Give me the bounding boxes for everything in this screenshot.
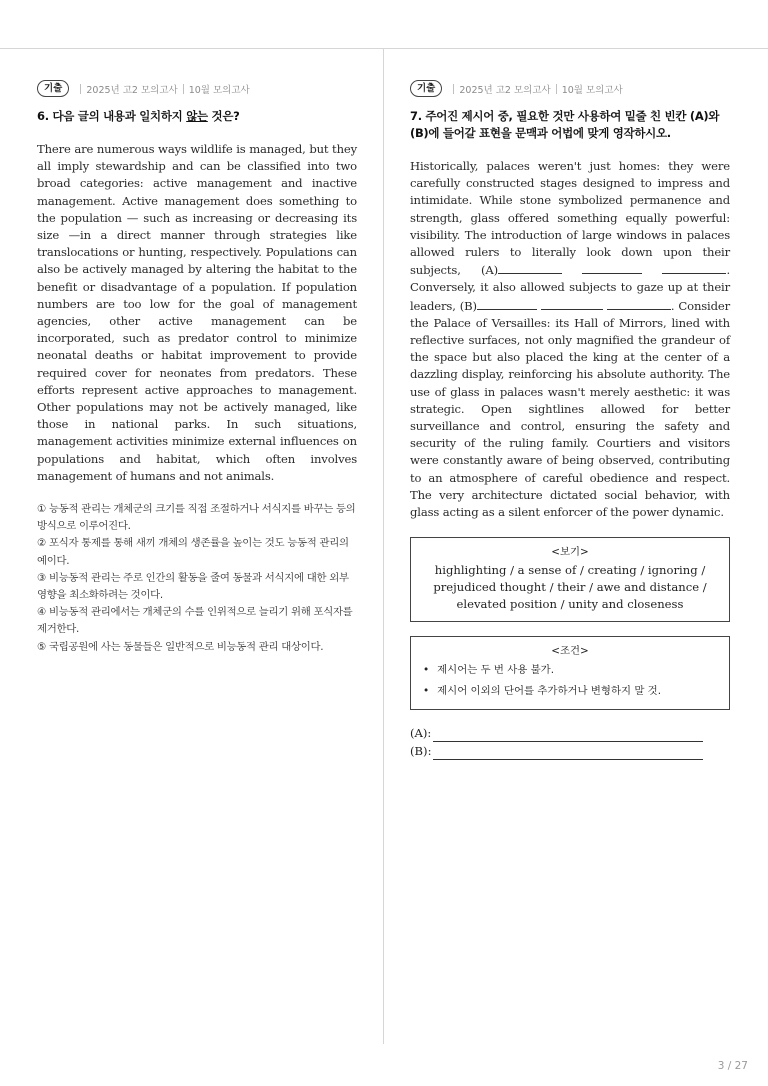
page-number: 3 / 27	[717, 1060, 748, 1072]
blank-b[interactable]	[477, 297, 537, 310]
title-underlined: 않는	[186, 109, 208, 123]
exam-month: 10월 모의고사	[561, 84, 623, 96]
passage-part-3: . Consider the Palace of Versailles: its Hall of Mirrors, lined with reflective surfaces, not only magnified the grandeur of the space but also placed the king at the center of a dazzling display, reinforcing his absolute authority. The use of glass in palaces wasn't merely aesthetic: it was strategic. Open sightlines allowed for better surveillance and control, ensuring the safety and security of the ruling family. Courtiers and visitors were constantly aware of being observed, contributing to an atmosphere of careful obedience and respect. The very architecture dictated social behavior, with glass acting as a silent enforcer of the power dynamic.	[410, 298, 730, 520]
answer-row-b	[410, 742, 730, 760]
meta-separator	[80, 84, 81, 94]
answer-area	[410, 724, 730, 760]
answer-b-label: (B):	[410, 744, 432, 759]
question-7-passage	[410, 158, 730, 521]
meta-separator	[183, 84, 184, 94]
question-7	[410, 80, 730, 760]
option-5[interactable]: ⑤ 국립공원에 사는 동물들은 일반적으로 비능동적 관리 대상이다.	[37, 640, 324, 653]
blank-a[interactable]	[662, 261, 726, 274]
answer-b-line[interactable]	[433, 747, 703, 760]
word-bank-box	[410, 537, 730, 622]
answer-row-a	[410, 724, 730, 742]
question-7-title: 7. 주어진 제시어 중, 필요한 것만 사용하여 밑줄 친 빈칸 (A)와 (B)에 들어갈 표현을 문맥과 어법에 맞게 영작하시오.	[410, 109, 720, 140]
conditions-box	[410, 636, 730, 710]
blank-a[interactable]	[498, 261, 562, 274]
word-bank-text: highlighting / a sense of / creating / ignoring / prejudiced thought / their / awe and distance / elevated position / unity and closeness	[433, 562, 707, 612]
answer-a-line[interactable]	[433, 729, 703, 742]
option-1[interactable]: ① 능동적 관리는 개체군의 크기를 직접 조절하거나 서식지를 바꾸는 등의 방식으로 이루어진다.	[37, 503, 356, 533]
exam-year: 2025년 고2 모의고사	[86, 84, 178, 96]
word-bank-title: <보기>	[551, 546, 589, 559]
blank-b[interactable]	[541, 297, 603, 310]
exam-month: 10월 모의고사	[188, 84, 250, 96]
meta-separator	[453, 84, 454, 94]
answer-a-label: (A):	[410, 726, 432, 741]
passage-part-2: . Conversely, it also allowed subjects to gaze up at their leaders, (B)	[410, 263, 730, 313]
question-6	[37, 80, 357, 656]
header-rule	[0, 48, 768, 49]
question-6-title	[37, 108, 357, 125]
blank-b[interactable]	[607, 297, 671, 310]
meta-separator	[556, 84, 557, 94]
exam-tag: 기출	[37, 80, 69, 97]
title-part: 6. 다음 글의 내용과 일치하지	[37, 109, 187, 123]
conditions-list	[419, 660, 721, 702]
passage-part-1: Historically, palaces weren't just homes: they were carefully constructed stages designed to impress and intimidate. While stone symbolized permanence and strength, glass offered something equally powerful: visibility. The introduction of large windows in palaces allowed rulers to literally look down upon their subjects, (A)	[410, 159, 730, 278]
title-part: 것은?	[207, 109, 240, 123]
option-3[interactable]: ③ 비능동적 관리는 주로 인간의 활동을 줄여 동물과 서식지에 대한 외부 영향을 최소화하려는 것이다.	[37, 571, 349, 602]
exam-tag: 기출	[410, 80, 442, 97]
question-6-passage: There are numerous ways wildlife is managed, but they all imply stewardship and can be classified into two broad categories: active management and inactive management. Active management does something to the population — such as increasing or decreasing its size —in a direct manner through strategies like translocations or hunting, respectively. Populations can also be actively managed by altering the habitat to the benefit or disadvantage of a population. If population numbers are too low for the goal of management agencies, other active management can be incorporated, such as predator control to minimize neonatal deaths or habitat improvement to provide required cover for neonates from predators. These efforts represent active approaches to management. Other populations may not be actively managed, like those in national parks. In such situations, management activities minimize external influences on populations and habitat, which often involves management of humans and not animals.	[37, 142, 357, 483]
option-4[interactable]: ④ 비능동적 관리에서는 개체군의 수를 인위적으로 늘리기 위해 포식자를 제거한다.	[37, 606, 353, 636]
blank-a[interactable]	[582, 261, 642, 274]
answer-options	[37, 501, 357, 656]
condition-item: • 제시어 이외의 단어를 추가하거나 변형하지 말 것.	[423, 681, 721, 702]
column-divider	[383, 48, 384, 1044]
option-2[interactable]: ② 포식자 통제를 통해 새끼 개체의 생존률을 높이는 것도 능동적 관리의 예이다.	[37, 537, 349, 567]
question-7-meta	[410, 80, 730, 97]
question-6-meta	[37, 80, 357, 97]
condition-item: • 제시어는 두 번 사용 불가.	[423, 660, 721, 681]
conditions-title: <조건>	[551, 644, 589, 657]
exam-year: 2025년 고2 모의고사	[459, 84, 551, 96]
